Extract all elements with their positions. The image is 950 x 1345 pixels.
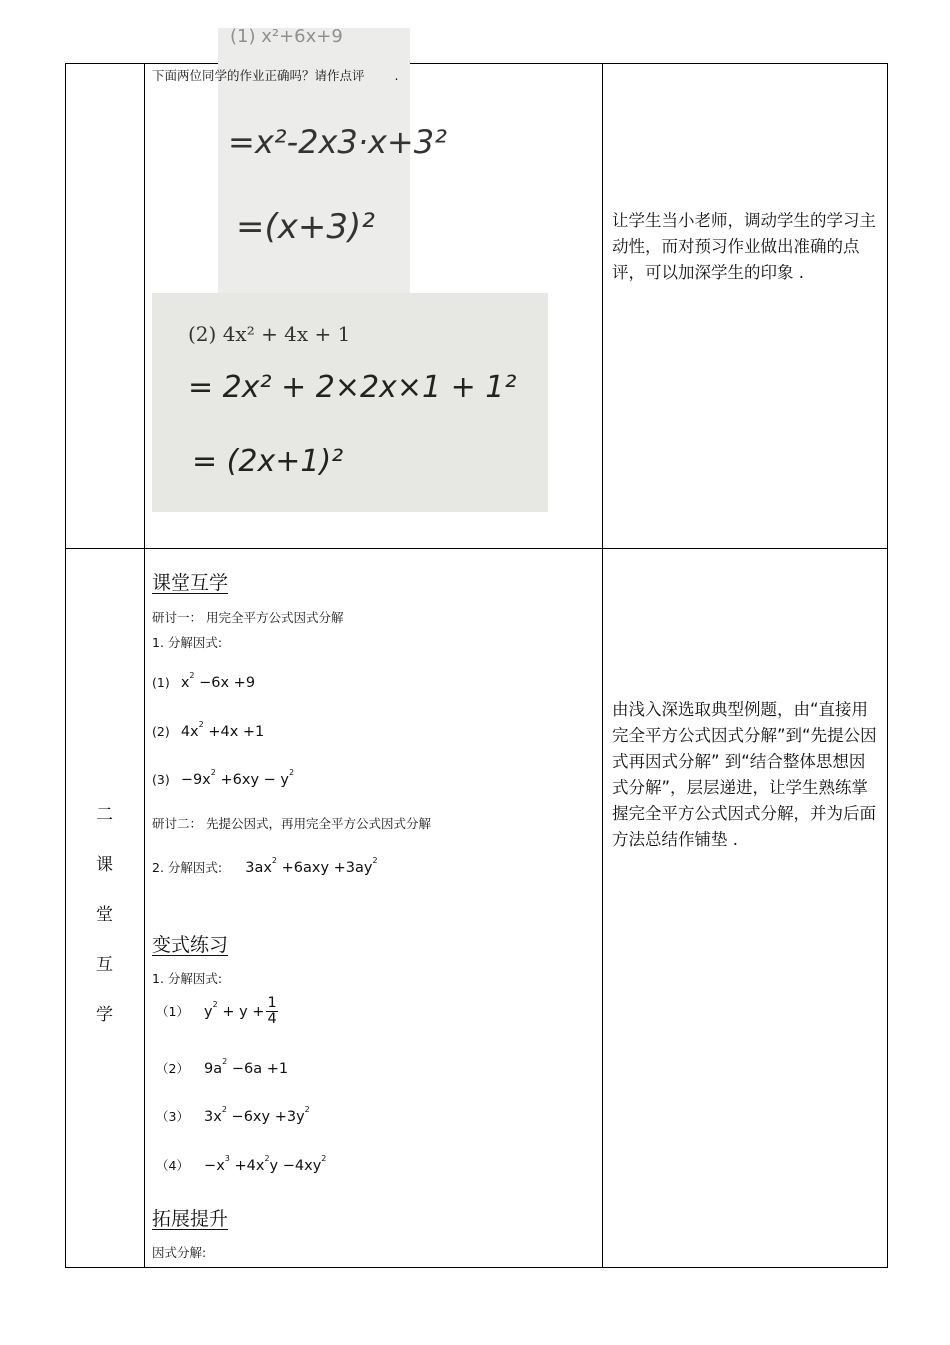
stage-char-1: 二 bbox=[96, 805, 113, 825]
table-top-border bbox=[65, 63, 888, 64]
discussion-1-label: 研讨一： 用完全平方公式因式分解 bbox=[152, 610, 344, 625]
photo1-line3: =(x+3)² bbox=[236, 207, 375, 247]
heading-extension: 拓展提升 bbox=[152, 1208, 229, 1230]
stage-char-5: 学 bbox=[96, 1005, 113, 1025]
photo1-line2: =x²-2x3·x+3² bbox=[228, 123, 447, 161]
question-1-label: 1. 分解因式: bbox=[152, 635, 223, 650]
row1-design-note: 让学生当小老师，调动学生的学习主动性，而对预习作业做出准确的点评，可以加深学生的印象 . bbox=[612, 211, 876, 282]
homework-photo-2 bbox=[152, 293, 548, 512]
question-2: 2. 分解因式: $3ax^2 +6axy +3ay^2$ bbox=[152, 856, 378, 876]
photo2-line3: = (2x+1)² bbox=[192, 444, 344, 479]
table-bottom-border bbox=[65, 1267, 888, 1268]
handwriting-2 bbox=[152, 293, 548, 512]
review-prompt: 下面两位同学的作业正确吗？请作点评 . bbox=[152, 68, 399, 83]
table-left-border bbox=[65, 63, 66, 1268]
exercise-2-4: $(4) -x^3 +4x^2y -4xy^2$ bbox=[156, 1154, 327, 1174]
question-4-label: 因式分解: bbox=[152, 1245, 207, 1260]
question-3-label: 1. 分解因式: bbox=[152, 971, 223, 986]
exercise-2-2: （2） $9a^2 -6a +1$ bbox=[156, 1057, 289, 1077]
exercise-1-1: (1) $x^2 -6x +9$ bbox=[152, 671, 256, 691]
heading-classroom-mutual-learning: 课堂互学 bbox=[152, 572, 229, 594]
exercise-2-1: （1） $y^2 + y$ + $\frac{1}{4}$ bbox=[156, 995, 277, 1027]
stage-char-4: 互 bbox=[96, 955, 113, 975]
heading-variant-practice: 变式练习 bbox=[152, 934, 229, 956]
column-divider-2 bbox=[602, 63, 603, 1268]
exercise-2-3: （3） $3x^2 -6xy +3y^2$ bbox=[156, 1105, 310, 1125]
photo2-line1: (2) 4x² + 4x + 1 bbox=[188, 322, 351, 346]
row-divider bbox=[65, 548, 888, 549]
discussion-2-label: 研讨二： 先提公因式，再用完全平方公式因式分解 bbox=[152, 816, 431, 831]
table-right-border bbox=[887, 63, 888, 1268]
exercise-1-2: (2) $4x^2 +4x +1$ bbox=[152, 720, 265, 740]
column-divider-1 bbox=[144, 63, 145, 1268]
fraction-one-quarter: $\frac{1}{4}$ bbox=[267, 995, 277, 1027]
row2-design-note: 由浅入深选取典型例题，由“直接用完全平方公式因式分解”到“先提公因式再因式分解” 到“结合整体思想因式分解”，层层递进，让学生熟练掌握完全平方公式因式分解，并为后面方法总结作铺垫 . bbox=[612, 700, 877, 849]
stage-char-2: 课 bbox=[96, 855, 113, 875]
stage-char-3: 堂 bbox=[96, 905, 113, 925]
exercise-1-3: $(3) -9x^2 +6xy - y^2$ bbox=[152, 768, 295, 788]
photo1-line1: (1) x²+6x+9 bbox=[230, 26, 343, 47]
photo2-line2: = 2x² + 2×2x×1 + 1² bbox=[188, 370, 517, 405]
